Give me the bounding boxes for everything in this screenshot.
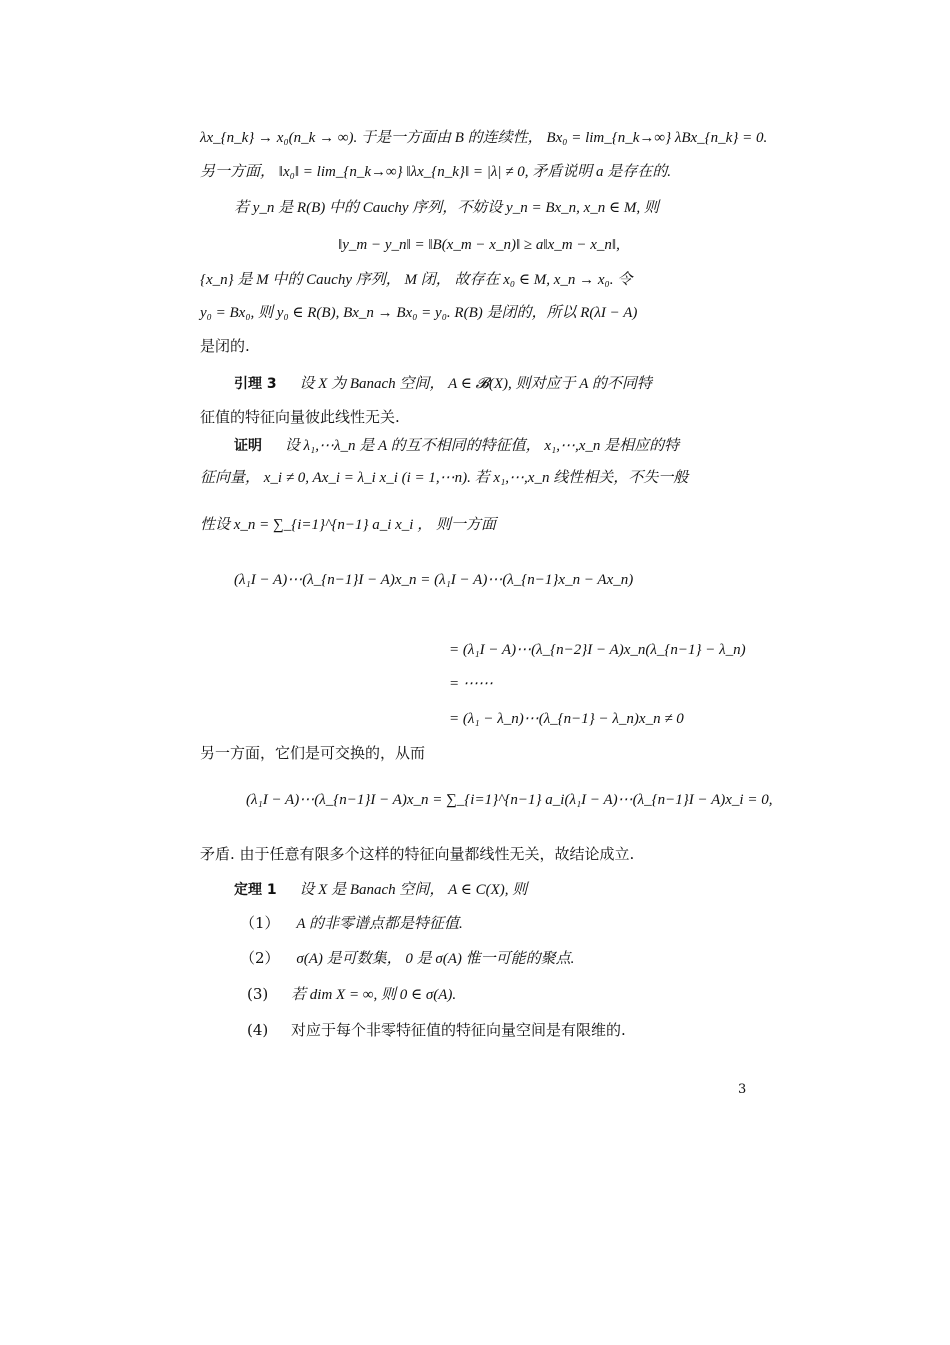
display-equation: = (λ₁I − A)⋯(λ_{n−2}I − A)x_n(λ_{n−1} − λ_n) <box>449 642 746 658</box>
page-number: 3 <box>738 1082 747 1097</box>
text-line: {x_n} 是 M 中的 Cauchy 序列， M 闭， 故存在 x₀ ∈ M, x_n → x₀. 令 <box>200 272 633 288</box>
text-line: 征值的特征向量彼此线性无关. <box>200 408 400 426</box>
text-line: y₀ = Bx₀, 则 y₀ ∈ R(B), Bx_n → Bx₀ = y₀. R(B) 是闭的，所以 R(λI − A) <box>200 305 638 321</box>
display-equation: (λ₁I − A)⋯(λ_{n−1}I − A)x_n = (λ₁I − A)⋯(λ_{n−1}x_n − Ax_n) <box>234 572 634 588</box>
text-line: 另一方面，它们是可交换的，从而 <box>200 744 426 762</box>
proof-label: 证明 <box>234 438 262 454</box>
proof-heading-line: 证明 设 λ₁,⋯λ_n 是 A 的互不相同的特征值， x₁,⋯,x_n 是相应的特 <box>234 438 680 454</box>
text-line: 性设 x_n = ∑_{i=1}^{n−1} a_i x_i ， 则一方面 <box>200 517 496 533</box>
theorem-heading-line: 定理 1 设 X 是 Banach 空间， A ∈ C(X), 则 <box>234 882 528 898</box>
display-equation: ‖y_m − y_n‖ = ‖B(x_m − x_n)‖ ≥ a‖x_m − x_n‖, <box>338 237 620 253</box>
theorem-item-1: （1） A 的非零谱点都是特征值. <box>240 914 463 932</box>
theorem-item-4: (4) 对应于每个非零特征值的特征向量空间是有限维的. <box>247 1021 626 1039</box>
display-equation: = (λ₁ − λ_n)⋯(λ_{n−1} − λ_n)x_n ≠ 0 <box>449 711 684 727</box>
display-equation: = ⋯⋯ <box>449 676 493 692</box>
lemma-label: 引理 3 <box>234 376 277 392</box>
text-line <box>200 160 750 183</box>
math-inline: 若 y_n 是 R(B) 中的 Cauchy 序列，不妨设 y_n = Bx_n, x_n ∈ M, 则 <box>234 200 659 216</box>
lemma-heading-line: 引理 3 设 X 为 Banach 空间， A ∈ 𝓑(X), 则对应于 A 的不同特 <box>234 376 652 392</box>
display-equation: (λ₁I − A)⋯(λ_{n−1}I − A)x_n = ∑_{i=1}^{n−1} a_i(λ₁I − A)⋯(λ_{n−1}I − A)x_i = 0, <box>246 792 773 808</box>
text-line: 征向量， x_i ≠ 0, Ax_i = λ_i x_i (i = 1,⋯n). 若 x₁,⋯,x_n 线性相关，不失一般 <box>200 470 689 486</box>
theorem-item-2: （2） σ(A) 是可数集， 0 是 σ(A) 惟一可能的聚点. <box>240 949 575 967</box>
text-line: 矛盾. 由于任意有限多个这样的特征向量都线性无关，故结论成立. <box>200 845 635 863</box>
theorem-label: 定理 1 <box>234 882 277 898</box>
text-line <box>234 196 784 219</box>
text-line <box>200 126 768 149</box>
math-inline: λx_{n_k} → x₀(n_k → ∞). 于是一方面由 B 的连续性， Bx₀ = lim_{n_k→∞} λBx_{n_k} = 0. <box>200 130 768 146</box>
text-line: 是闭的. <box>200 337 250 355</box>
theorem-item-3: (3) 若 dim X = ∞, 则 0 ∈ σ(A). <box>247 985 457 1003</box>
math-inline: 另一方面， ‖x₀‖ = lim_{n_k→∞} ‖λx_{n_k}‖ = |λ| ≠ 0, 矛盾说明 a 是存在的. <box>200 164 672 180</box>
